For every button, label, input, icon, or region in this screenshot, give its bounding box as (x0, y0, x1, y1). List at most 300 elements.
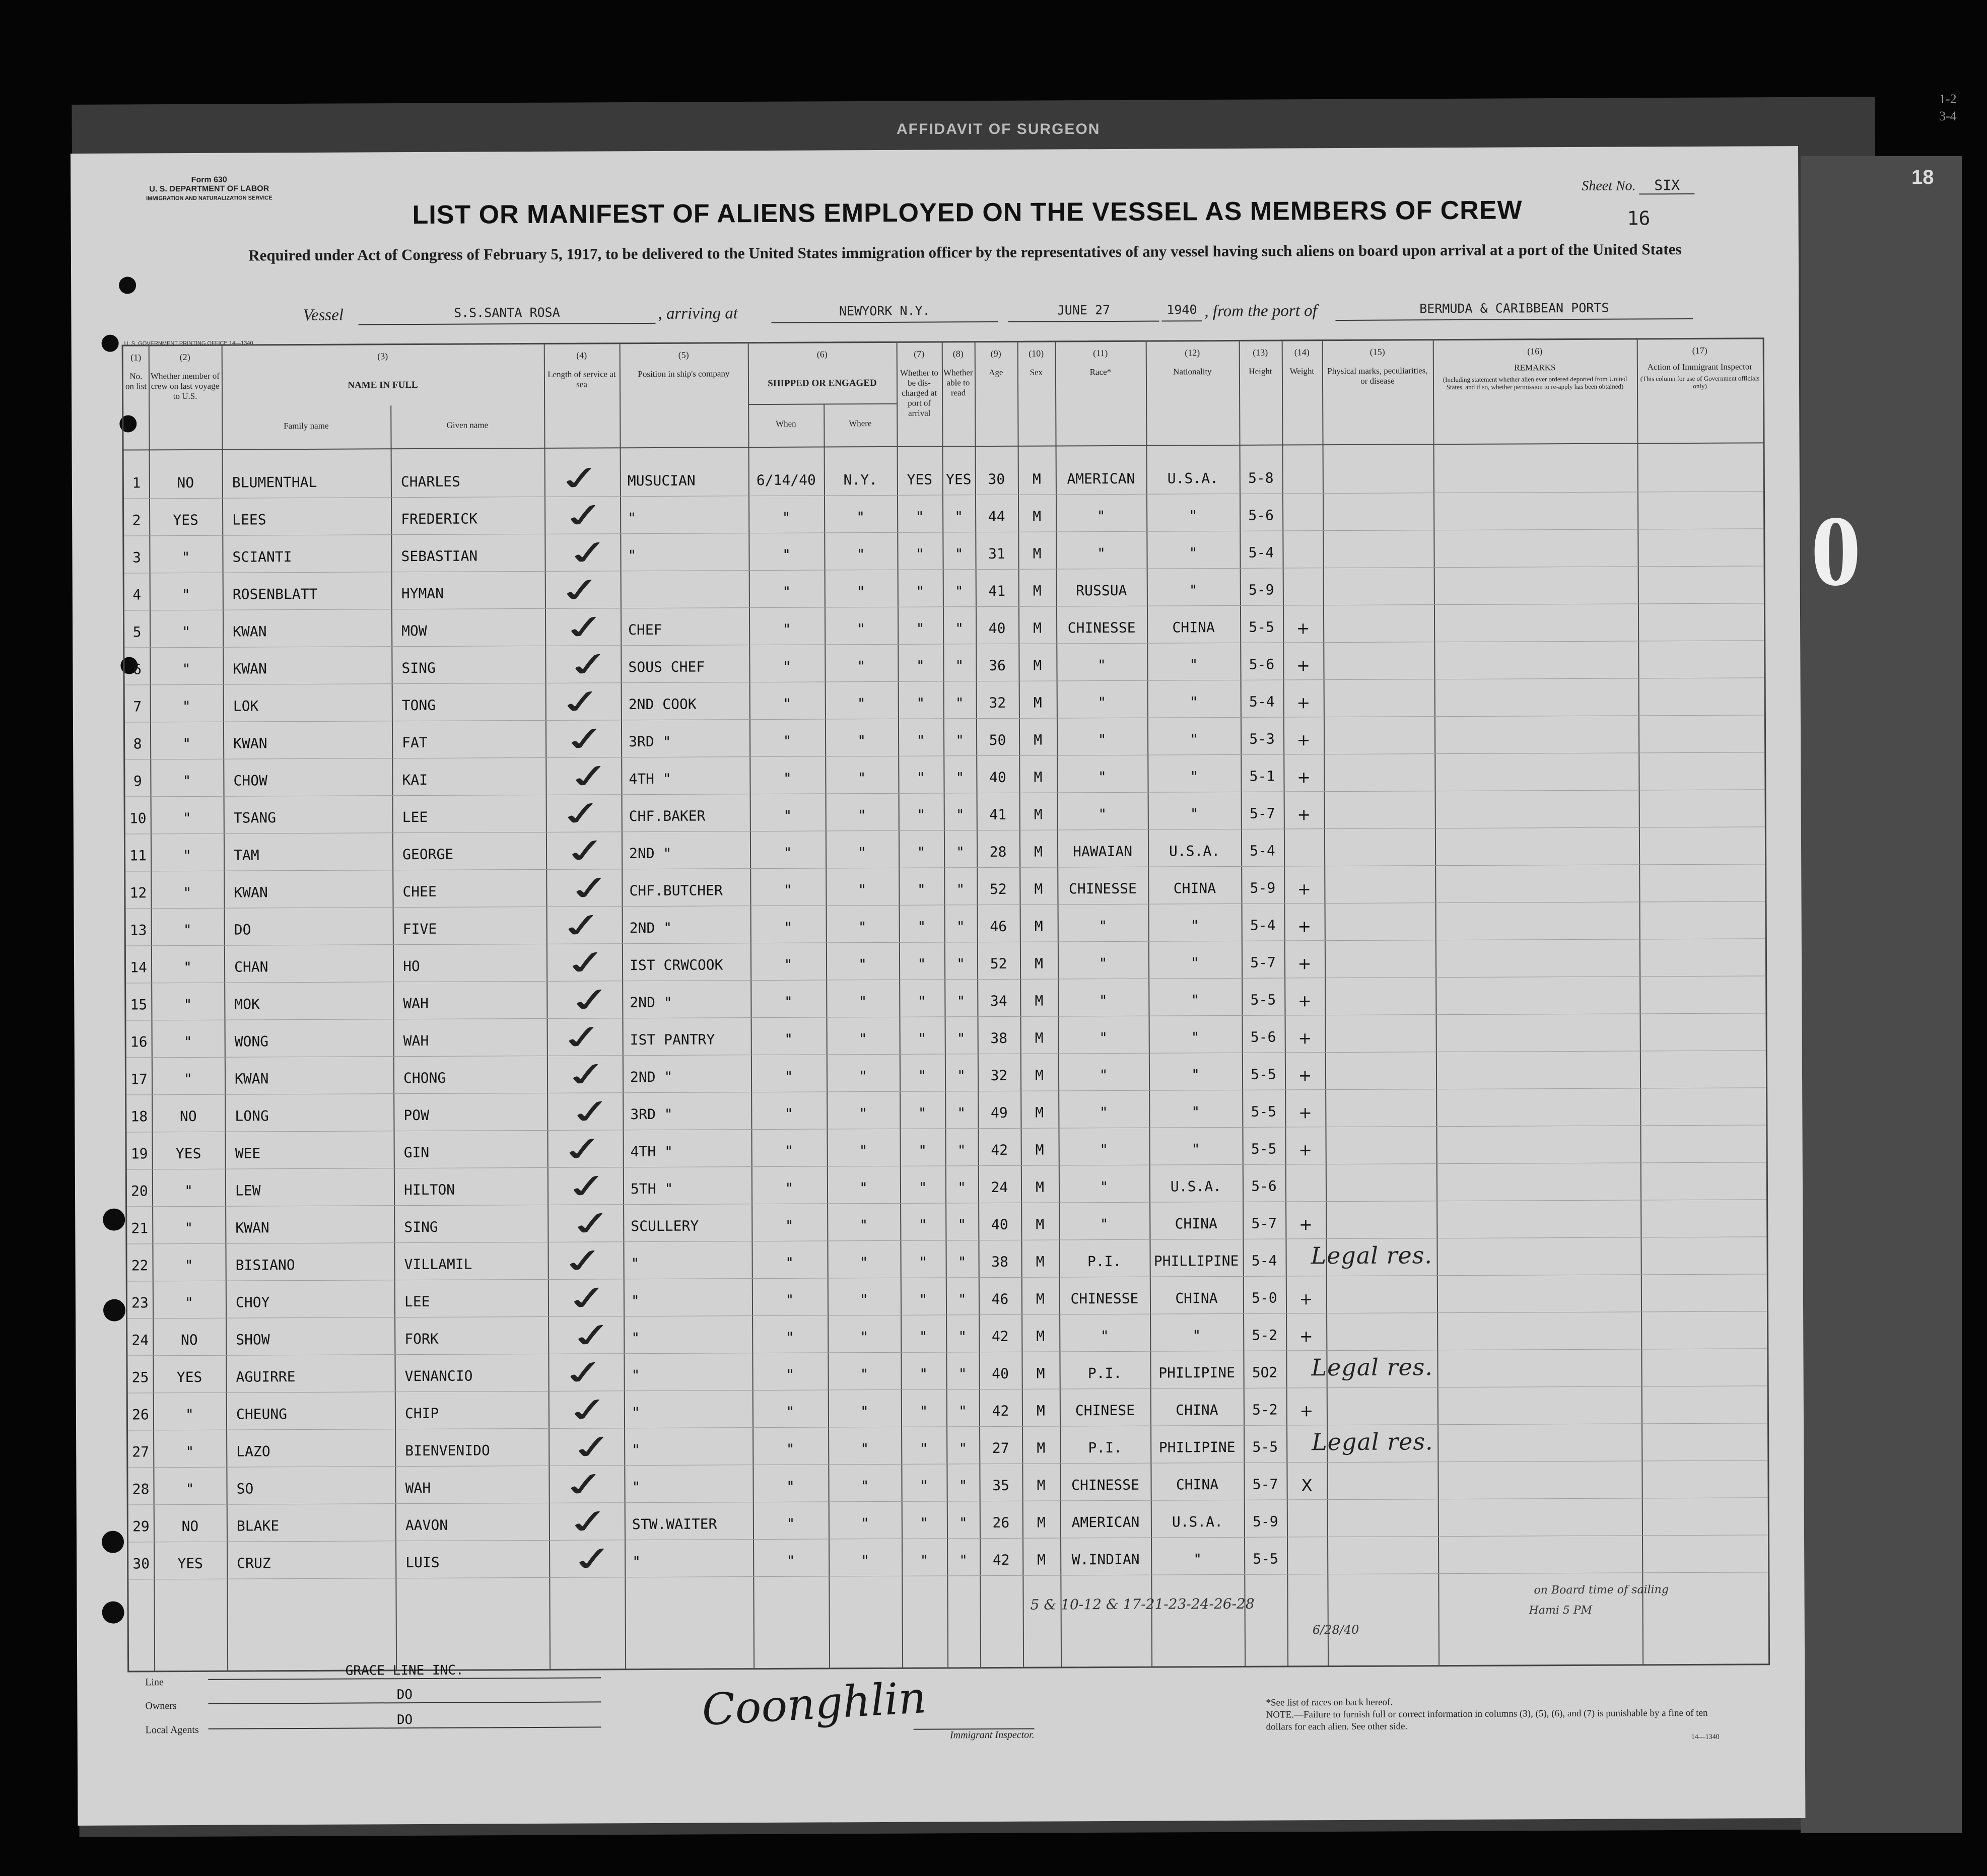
cell-when: " (784, 919, 793, 936)
cell-sex: M (1035, 1067, 1044, 1084)
cell-age: 52 (989, 880, 1007, 898)
cell-when: " (783, 844, 792, 861)
cell-prev: " (182, 809, 191, 827)
cell-discharged: " (920, 1514, 929, 1532)
row-rule (125, 752, 1764, 759)
column-number: (11) (1093, 348, 1108, 359)
column-header: Length of service at sea (547, 369, 616, 389)
row-rule (126, 1013, 1766, 1020)
column-note: (This column for use of Government officials only) (1640, 374, 1760, 390)
corner-mark: 18 (1911, 166, 1934, 188)
cell-sex: M (1036, 1290, 1045, 1307)
row-rule (127, 1236, 1766, 1244)
column-number: (14) (1294, 347, 1310, 358)
cell-given: WAH (405, 1479, 431, 1497)
cell-sex: M (1037, 1439, 1046, 1456)
cell-race: " (1099, 992, 1108, 1009)
line-value: GRACE LINE INC. (208, 1662, 601, 1680)
handwritten-row-list: 5 & 10-12 & 17-21-23-24-26-28 (1030, 1595, 1255, 1613)
cell-given: SING (404, 1218, 438, 1236)
cell-sex: M (1037, 1514, 1046, 1531)
cell-nationality: CHINA (1176, 1476, 1219, 1493)
cell-age: 31 (988, 545, 1005, 563)
handwritten-date: 6/28/40 (1312, 1622, 1359, 1637)
cell-read: " (958, 1365, 967, 1382)
cell-family: TSANG (233, 809, 277, 826)
cell-age: 44 (988, 508, 1005, 525)
cell-prev: " (183, 921, 192, 939)
checkmark-icon: ✓ (560, 1389, 617, 1431)
cell-read: " (955, 769, 965, 786)
cell-read: " (957, 1291, 967, 1308)
cell-race: " (1097, 508, 1106, 525)
checkmark-icon: ✓ (554, 905, 611, 947)
cell-height: 5-5 (1251, 1140, 1277, 1157)
cell-prev: " (182, 698, 191, 715)
cell-when: " (785, 1217, 794, 1234)
cell-age: 42 (992, 1551, 1010, 1569)
cell-discharged: " (917, 844, 926, 861)
cell-prev: NO (179, 1107, 197, 1125)
column-header: Race* (1089, 367, 1112, 377)
cell-position: SOUS CHEF (628, 658, 705, 676)
cell-sex: M (1033, 508, 1042, 525)
cell-nationality: U.S.A. (1172, 1513, 1223, 1531)
cell-when: " (782, 583, 791, 600)
cell-no: 26 (131, 1406, 149, 1423)
row-rule (128, 1497, 1768, 1505)
column-header: SHIPPED OR ENGAGED (768, 378, 877, 389)
cell-where: " (857, 770, 866, 787)
cell-when: " (783, 881, 792, 898)
cell-sex: M (1035, 992, 1044, 1009)
cell-no: 18 (130, 1108, 148, 1125)
cell-age: 52 (990, 955, 1007, 972)
cell-where: " (857, 695, 866, 712)
cell-when: " (786, 1403, 795, 1420)
row-rule (125, 864, 1765, 871)
cell-race: CHINESSE (1071, 1476, 1140, 1494)
cell-sex: M (1035, 1029, 1044, 1047)
column-header: Whether to be dis-charged at port of arrival (900, 368, 938, 418)
crew-table (122, 337, 1770, 1672)
cell-sex: M (1034, 843, 1043, 860)
cell-when: " (783, 770, 792, 787)
cell-sex: M (1037, 1551, 1046, 1568)
column-header: Position in ship's company (638, 369, 730, 379)
cell-weight: + (1296, 693, 1311, 713)
cell-nationality: CHINA (1175, 1290, 1218, 1307)
checkmark-icon: ✓ (565, 1539, 622, 1580)
cell-when: " (786, 1440, 795, 1457)
cell-given: CHEE (402, 883, 437, 900)
cell-discharged: " (917, 806, 926, 823)
cell-race: RUSSUA (1076, 582, 1127, 599)
cell-race: " (1098, 806, 1107, 823)
cell-read: " (955, 806, 965, 823)
cell-discharged: " (915, 508, 924, 525)
cell-no: 3 (132, 549, 141, 566)
cell-given: HO (402, 957, 420, 975)
cell-given: BIENVENIDO (405, 1442, 490, 1460)
row-rule (127, 1311, 1767, 1318)
cell-where: " (859, 1291, 868, 1308)
checkmark-icon: ✓ (562, 756, 619, 798)
cell-given: MOW (401, 622, 427, 640)
cell-no: 11 (129, 847, 147, 864)
cell-position: " (632, 1441, 641, 1458)
cell-prev: " (185, 1480, 194, 1498)
cell-where: " (857, 620, 866, 638)
cell-prev: YES (177, 1555, 203, 1572)
cell-position: " (632, 1479, 641, 1496)
cell-nationality: PHILIPINE (1158, 1364, 1236, 1381)
checkmark-icon: ✓ (561, 532, 618, 574)
cell-no: 30 (132, 1555, 150, 1572)
cell-discharged: " (917, 955, 926, 972)
row-rule (127, 1274, 1767, 1281)
binder-hole (102, 1602, 124, 1624)
cell-discharged: " (916, 583, 925, 600)
cell-where: " (856, 546, 865, 563)
side-corner-notes: 1-2 3-4 (1939, 92, 1957, 123)
cell-height: 5-8 (1248, 469, 1274, 487)
owners-value: DO (208, 1686, 601, 1704)
checkmark-icon: ✓ (555, 1017, 611, 1059)
cell-age: 32 (990, 1067, 1008, 1084)
column-number: (16) (1527, 346, 1543, 357)
cell-given: SING (401, 659, 436, 677)
cell-family: LEW (235, 1182, 261, 1199)
column-number: (4) (576, 350, 587, 361)
cell-nationality: " (1189, 582, 1198, 599)
cell-nationality: " (1191, 992, 1200, 1009)
column-subheader: Given name (446, 420, 489, 430)
column-header: Sex (1030, 367, 1043, 377)
cell-weight: + (1296, 656, 1310, 675)
cell-position: 4TH " (629, 770, 671, 788)
cell-prev: " (184, 1182, 193, 1200)
cell-position: CHEF (628, 621, 662, 639)
cell-given: GIN (403, 1144, 430, 1161)
cell-discharged: " (918, 1067, 927, 1084)
column-rule (1433, 340, 1440, 1665)
cell-race: HAWAIAN (1072, 843, 1133, 860)
cell-no: 22 (131, 1257, 149, 1274)
cell-when: " (786, 1552, 795, 1569)
row-rule (128, 1572, 1768, 1579)
cell-weight: + (1297, 954, 1312, 974)
checkmark-icon: ✓ (555, 1129, 612, 1170)
cell-discharged: " (920, 1552, 929, 1569)
cell-family: BLUMENTHAL (232, 473, 317, 491)
cell-when: " (783, 695, 792, 712)
cell-position: " (631, 1404, 640, 1421)
cell-age: 28 (989, 843, 1007, 861)
cell-when: " (785, 1179, 794, 1197)
cell-where: " (857, 807, 866, 824)
cell-race: P.I. (1088, 1439, 1123, 1456)
cell-no: 24 (131, 1332, 149, 1349)
cell-read: " (958, 1403, 967, 1420)
checkmark-icon: ✓ (557, 719, 614, 760)
cell-discharged: " (918, 1104, 927, 1122)
cell-no: 4 (132, 586, 142, 603)
cell-discharged: " (919, 1291, 928, 1308)
checkmark-icon: ✓ (557, 607, 613, 649)
cell-where: " (857, 658, 866, 675)
cell-given: TONG (401, 697, 436, 714)
column-number: (9) (990, 348, 1001, 359)
large-mark: 0 (1811, 496, 1861, 607)
cell-read: " (957, 1216, 967, 1233)
cell-weight: + (1298, 1215, 1313, 1234)
cell-sex: M (1036, 1216, 1045, 1233)
cell-family: KWAN (234, 1070, 269, 1087)
cell-weight: + (1298, 1140, 1313, 1160)
checkmark-icon: ✓ (557, 1464, 613, 1506)
cell-where: " (859, 1179, 868, 1197)
cell-weight: + (1296, 730, 1311, 750)
cell-family: KWAN (233, 623, 267, 640)
checkmark-icon: ✓ (564, 1203, 621, 1245)
cell-sex: M (1034, 806, 1043, 823)
cell-position: " (631, 1367, 640, 1384)
cell-where: " (860, 1515, 869, 1532)
cell-where: " (860, 1440, 869, 1457)
checkmark-icon: ✓ (558, 942, 615, 984)
cell-race: W.INDIAN (1071, 1551, 1140, 1568)
cell-prev: " (185, 1443, 194, 1461)
column-header: Nationality (1173, 367, 1212, 377)
cell-no: 15 (130, 996, 148, 1013)
cell-prev: " (183, 1033, 192, 1051)
cell-read: " (956, 1067, 966, 1084)
row-rule (128, 1423, 1767, 1430)
cell-weight: + (1298, 1103, 1312, 1123)
shipped-rule (748, 403, 897, 405)
cell-when: " (785, 1291, 794, 1308)
row-rule (127, 1199, 1766, 1207)
column-header: Weight (1289, 366, 1315, 376)
cell-given: POW (403, 1106, 429, 1124)
cell-nationality: " (1191, 1066, 1200, 1083)
cell-height: 5-6 (1249, 656, 1275, 673)
cell-where: " (859, 1105, 868, 1122)
vessel-line: Vessel S.S.SANTA ROSA , arriving at NEWYORK N.Y. JUNE 27 1940 , from the port of BERMUDA & CARIBBEAN PORTS (232, 300, 1693, 329)
cell-position: " (631, 1255, 640, 1272)
cell-family: SCIANTI (232, 548, 292, 566)
cell-position: IST PANTRY (630, 1031, 715, 1049)
cell-height: 5-9 (1250, 879, 1276, 896)
checkmark-icon: ✓ (563, 980, 620, 1021)
cell-height: 5-4 (1249, 693, 1275, 710)
cell-where: " (856, 509, 865, 526)
row-rule (124, 640, 1764, 648)
cell-discharged: " (918, 1030, 927, 1047)
binder-hole (102, 1531, 124, 1553)
remark-handwritten: Legal res. (1312, 1428, 1433, 1456)
cell-read: " (958, 1477, 968, 1494)
column-rule (390, 405, 397, 1670)
cell-given: KAI (402, 771, 428, 789)
cell-read: " (956, 993, 966, 1010)
cell-age: 46 (990, 918, 1007, 935)
cell-no: 16 (130, 1033, 148, 1051)
cell-sex: M (1034, 918, 1043, 935)
column-header: Whether able to read (943, 368, 973, 398)
cell-nationality: PHILLIPINE (1153, 1252, 1239, 1270)
column-number: (17) (1692, 345, 1707, 356)
cell-weight: + (1297, 879, 1311, 899)
handwritten-sailing-note: on Board time of sailing (1534, 1583, 1669, 1597)
checkmark-icon: ✓ (553, 570, 609, 611)
cell-weight: + (1299, 1327, 1313, 1346)
cell-age: 24 (991, 1178, 1008, 1196)
cell-age: 49 (990, 1104, 1008, 1122)
cell-family: KWAN (233, 660, 267, 677)
page-title: LIST OR MANIFEST OF ALIENS EMPLOYED ON THE VESSEL AS MEMBERS OF CREW (412, 195, 1523, 230)
cell-family: TAM (234, 847, 259, 864)
cell-race: AMERICAN (1071, 1513, 1140, 1531)
cell-given: FIVE (402, 920, 437, 938)
cell-discharged: " (919, 1403, 928, 1420)
cell-when: " (785, 1254, 794, 1271)
cell-where: " (860, 1478, 869, 1495)
cell-age: 50 (989, 731, 1006, 749)
cell-nationality: " (1191, 1029, 1200, 1046)
row-rule (124, 528, 1763, 536)
cell-prev: YES (175, 1145, 201, 1162)
cell-age: 32 (989, 694, 1006, 712)
cell-prev: NO (180, 1331, 198, 1349)
cell-read: " (957, 1142, 966, 1159)
cell-nationality: PHILIPINE (1158, 1438, 1236, 1456)
cell-read: " (957, 1179, 966, 1196)
cell-prev: YES (173, 511, 199, 529)
cell-where: " (858, 881, 867, 898)
cell-sex: M (1037, 1477, 1046, 1494)
column-number: (6) (816, 349, 828, 360)
column-rule (1637, 339, 1643, 1664)
cell-when: " (784, 956, 793, 973)
cell-read: " (954, 583, 964, 600)
cell-prev: " (181, 586, 190, 603)
cell-read: " (959, 1552, 968, 1569)
cell-age: 42 (991, 1141, 1008, 1159)
cell-position: " (631, 1292, 640, 1309)
cell-read: " (958, 1440, 968, 1457)
cell-where: " (858, 1068, 868, 1085)
cell-sex: M (1035, 955, 1044, 972)
cell-prev: " (183, 958, 192, 976)
cell-race: CHINESSE (1070, 1290, 1139, 1307)
cell-weight: + (1298, 1066, 1312, 1085)
binder-hole (103, 1209, 125, 1231)
cell-race: " (1099, 955, 1108, 972)
cell-height: 5-2 (1252, 1401, 1278, 1418)
cell-family: LEES (232, 511, 266, 528)
checkmark-icon: ✓ (559, 1166, 616, 1208)
cell-race: " (1100, 1328, 1109, 1345)
cell-race: " (1100, 1216, 1109, 1233)
cell-prev: " (182, 660, 191, 678)
sheet-number: Sheet No. SIX (1582, 177, 1694, 195)
cell-read: " (956, 918, 965, 935)
cell-height: 5-4 (1248, 544, 1274, 561)
cell-prev: " (182, 623, 191, 641)
cell-when: " (786, 1515, 795, 1532)
cell-height: 5-5 (1251, 1066, 1276, 1083)
cell-when: " (782, 546, 791, 563)
column-number: (12) (1185, 348, 1200, 358)
cell-family: KWAN (233, 735, 267, 752)
cell-position: 3RD " (629, 733, 671, 750)
cell-discharged: " (919, 1365, 928, 1382)
cell-nationality: " (1193, 1551, 1202, 1568)
cell-height: 5-9 (1248, 581, 1274, 598)
column-number: (2) (179, 352, 190, 363)
cell-position: SCULLERY (631, 1217, 699, 1235)
cell-nationality: CHINA (1173, 880, 1216, 897)
cell-height: 5-9 (1253, 1513, 1278, 1530)
cell-discharged: " (916, 620, 925, 637)
cell-sex: M (1034, 731, 1043, 748)
cell-nationality: U.S.A. (1169, 843, 1220, 860)
cell-nationality: CHINA (1172, 619, 1215, 636)
cell-given: CHIP (404, 1405, 439, 1422)
cell-when: " (785, 1329, 794, 1346)
cell-nationality: " (1189, 693, 1198, 711)
cell-no: 19 (130, 1145, 148, 1162)
cell-where: " (860, 1403, 869, 1420)
cell-where: " (858, 956, 867, 973)
column-header: Whether member of crew on last voyage to U.S. (150, 371, 220, 401)
cell-race: " (1099, 1029, 1108, 1047)
cell-discharged: " (917, 918, 926, 935)
cell-sex: M (1035, 1104, 1044, 1121)
row-rule (126, 1087, 1766, 1095)
cell-age: 38 (990, 1029, 1008, 1047)
cell-no: 5 (132, 623, 142, 641)
column-header: REMARKS (1514, 363, 1556, 373)
cell-family: LONG (235, 1107, 269, 1125)
cell-prev: " (185, 1406, 194, 1423)
column-number: (8) (952, 349, 964, 359)
cell-position: CHF.BUTCHER (629, 882, 723, 899)
backing-sheet-edge (1801, 156, 1962, 1833)
cell-read: " (956, 881, 965, 898)
column-subheader: Family name (284, 421, 329, 431)
cell-nationality: " (1189, 544, 1198, 562)
cell-prev: NO (177, 474, 194, 492)
cell-family: MOK (234, 996, 260, 1013)
remark-handwritten: Legal res. (1311, 1241, 1433, 1270)
cell-given: GEORGE (402, 846, 454, 863)
cell-sex: M (1033, 582, 1042, 599)
cell-where: " (858, 844, 867, 861)
checkmark-icon: ✓ (561, 644, 618, 686)
cell-family: AGUIRRE (236, 1368, 296, 1385)
cell-where: " (858, 993, 867, 1010)
cell-weight: + (1297, 991, 1312, 1011)
cell-sex: M (1036, 1402, 1045, 1419)
checkmark-icon: ✓ (559, 1054, 615, 1096)
cell-discharged: " (916, 694, 925, 712)
row-rule (128, 1535, 1768, 1542)
cell-prev: " (183, 847, 192, 864)
cell-when: " (783, 807, 792, 824)
